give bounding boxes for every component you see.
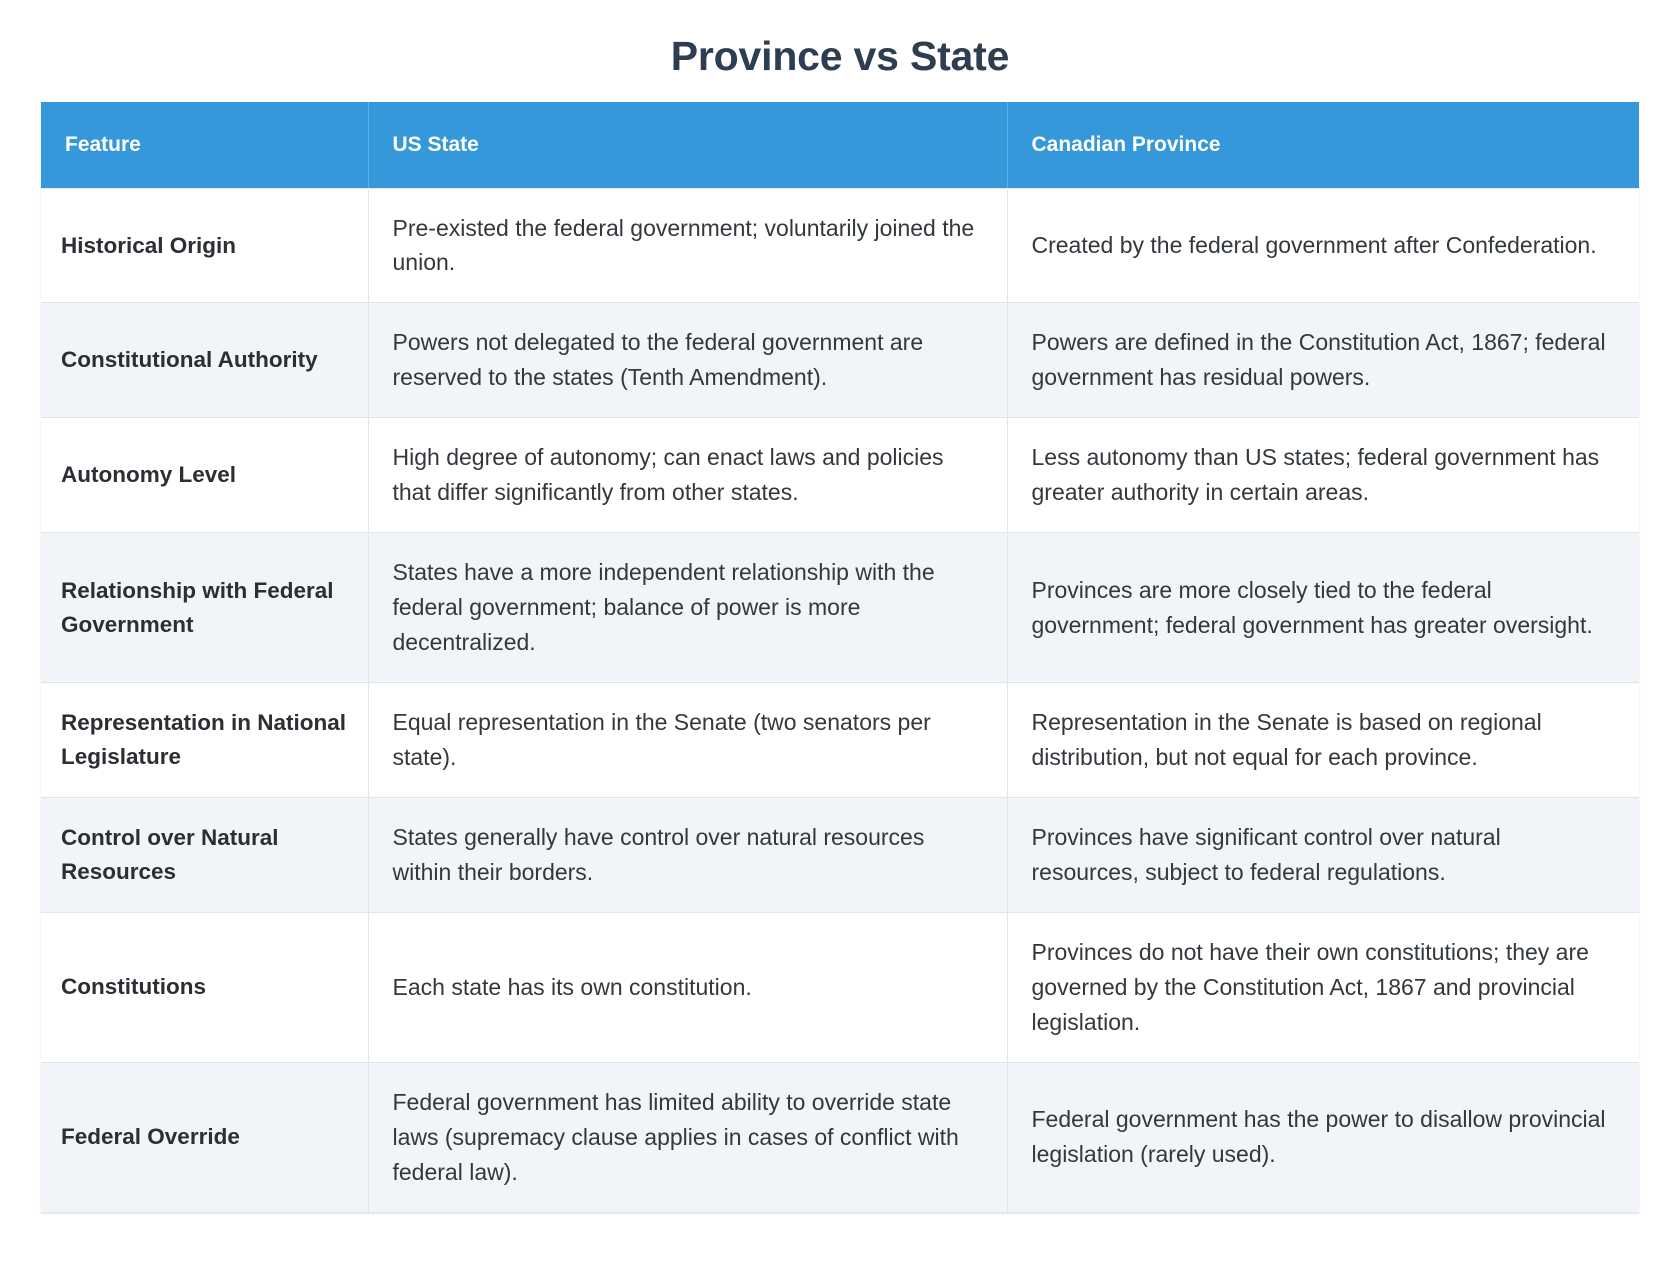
cell-us-state: States generally have control over natural resources within their borders. <box>368 797 1007 912</box>
table-row <box>41 1062 1639 1212</box>
cell-feature: Constitutions <box>41 912 368 1062</box>
column-header-canadian-province: Canadian Province <box>1007 102 1639 188</box>
cell-us-state: Equal representation in the Senate (two senators per state). <box>368 683 1007 798</box>
table-row <box>41 797 1639 912</box>
page-title: Province vs State <box>670 33 1010 79</box>
table-header <box>41 102 1639 188</box>
cell-feature: Representation in National Legislature <box>41 683 368 798</box>
cell-canadian-province: Provinces do not have their own constitutions; they are governed by the Constitution Act, 1867 and provincial legislation. <box>1007 912 1639 1062</box>
cell-canadian-province: Less autonomy than US states; federal government has greater authority in certain areas. <box>1007 418 1639 533</box>
cell-feature: Control over Natural Resources <box>41 797 368 912</box>
cell-canadian-province: Created by the federal government after Confederation. <box>1007 188 1639 303</box>
column-header-feature: Feature <box>41 102 368 188</box>
cell-feature: Historical Origin <box>41 188 368 303</box>
table-row <box>41 418 1639 533</box>
cell-canadian-province: Powers are defined in the Constitution Act, 1867; federal government has residual powers. <box>1007 303 1639 418</box>
cell-us-state: Pre-existed the federal government; voluntarily joined the union. <box>368 188 1007 303</box>
table-row <box>41 188 1639 303</box>
table-body <box>41 188 1639 1212</box>
cell-us-state: High degree of autonomy; can enact laws and policies that differ significantly from other states. <box>368 418 1007 533</box>
cell-canadian-province: Provinces have significant control over natural resources, subject to federal regulations. <box>1007 797 1639 912</box>
cell-canadian-province: Federal government has the power to disallow provincial legislation (rarely used). <box>1007 1062 1639 1212</box>
cell-us-state: States have a more independent relationship with the federal government; balance of power is more decentralized. <box>368 533 1007 683</box>
column-header-us-state: US State <box>368 102 1007 188</box>
cell-us-state: Federal government has limited ability to override state laws (supremacy clause applies in cases of conflict with federal law). <box>368 1062 1007 1212</box>
comparison-table-container <box>41 102 1639 1213</box>
cell-us-state: Powers not delegated to the federal government are reserved to the states (Tenth Amendment). <box>368 303 1007 418</box>
cell-feature: Constitutional Authority <box>41 303 368 418</box>
cell-feature: Federal Override <box>41 1062 368 1212</box>
cell-feature: Relationship with Federal Government <box>41 533 368 683</box>
table-row <box>41 303 1639 418</box>
comparison-table <box>41 102 1639 1213</box>
table-row <box>41 912 1639 1062</box>
cell-feature: Autonomy Level <box>41 418 368 533</box>
cell-canadian-province: Provinces are more closely tied to the federal government; federal government has greater oversight. <box>1007 533 1639 683</box>
cell-canadian-province: Representation in the Senate is based on regional distribution, but not equal for each province. <box>1007 683 1639 798</box>
table-row <box>41 683 1639 798</box>
table-header-row <box>41 102 1639 188</box>
table-row <box>41 533 1639 683</box>
cell-us-state: Each state has its own constitution. <box>368 912 1007 1062</box>
